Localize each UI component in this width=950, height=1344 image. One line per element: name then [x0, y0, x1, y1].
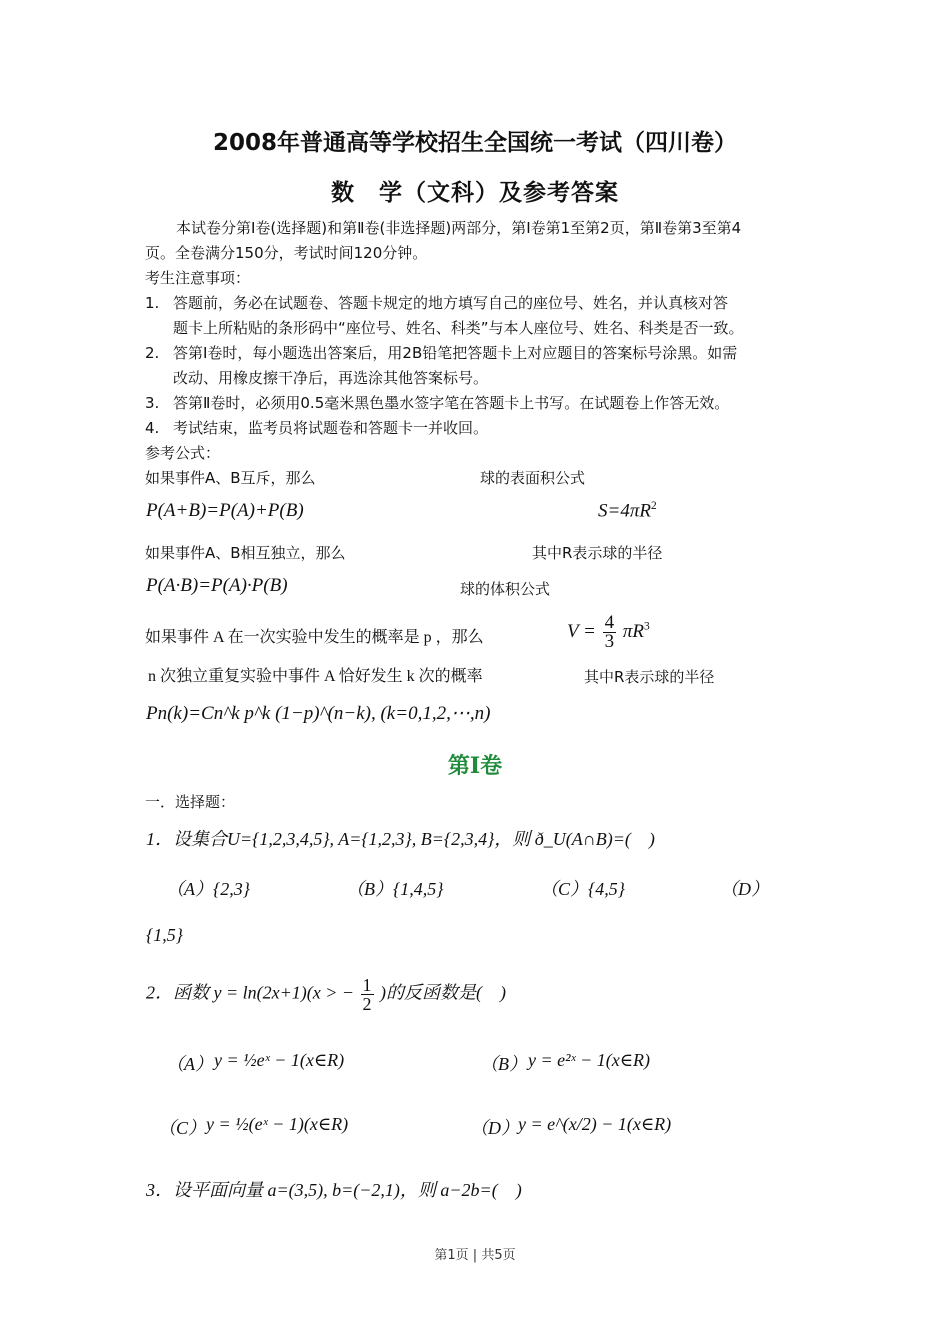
- question-1-option-d-value: {1,5}: [146, 925, 183, 945]
- intro-line-1: 本试卷分第Ⅰ卷(选择题)和第Ⅱ卷(非选择题)两部分，第Ⅰ卷第1至第2页，第Ⅱ卷第3至第4: [176, 219, 742, 237]
- mutex-text: 如果事件A、B互斥，那么: [145, 469, 316, 487]
- question-1-stem: 1．设集合U={1,2,3,4,5}, A={1,2,3}, B={2,3,4}，则 ð_U(A∩B)=( ): [146, 829, 655, 849]
- probability-text: 如果事件 A 在一次实验中发生的概率是 p ，那么: [145, 629, 484, 646]
- radius-note: 其中R表示球的半径: [532, 544, 663, 562]
- notice-line: 答第Ⅱ卷时，必须用0.5毫米黑色墨水签字笔在答题卡上书写。在试题卷上作答无效。: [173, 394, 730, 412]
- notice-line: 改动、用橡皮擦干净后，再选涂其他答案标号。: [173, 369, 489, 387]
- mutex-formula: P(A+B)=P(A)+P(B): [146, 500, 304, 521]
- bernoulli-formula: Pn(k)=Cn^k p^k (1−p)^(n−k), (k=0,1,2,⋯,n): [146, 703, 491, 724]
- notice-number: 1.: [145, 294, 160, 312]
- radius-note: 其中R表示球的半径: [584, 668, 715, 686]
- question-2-stem: 2．函数 y = ln(2x+1)(x > − $\frac{1}{2}$ )的反函数是( ): [146, 975, 507, 1014]
- notice-line: 答题前，务必在试题卷、答题卡规定的地方填写自己的座位号、姓名，并认真核对答: [173, 294, 729, 312]
- question-2-option-d-label: （D）: [470, 1118, 519, 1138]
- question-3-stem: 3．设平面向量 a=(3,5), b=(−2,1)，则 a−2b=( ): [146, 1180, 522, 1200]
- independent-text: 如果事件A、B相互独立，那么: [145, 544, 346, 562]
- question-2-option-c-label: （C）: [158, 1118, 207, 1138]
- question-2-option-a: y = ½eˣ − 1(x∈R): [214, 1050, 345, 1070]
- notice-line: 答第Ⅰ卷时，每小题选出答案后，用2B铅笔把答题卡上对应题目的答案标号涂黑。如需: [173, 344, 738, 362]
- intro-line-2: 页。全卷满分150分，考试时间120分钟。: [145, 244, 428, 262]
- independent-formula: P(A·B)=P(A)·P(B): [146, 575, 288, 596]
- question-1-option-c: （C）{4,5}: [540, 879, 625, 899]
- question-1-option-a: （A）{2,3}: [166, 879, 250, 899]
- sphere-surface-formula: $S=4\pi R^2$: [598, 500, 657, 522]
- question-2-option-c: y = ½(eˣ − 1)(x∈R): [206, 1114, 349, 1134]
- sphere-surface-text: 球的表面积公式: [480, 469, 586, 487]
- question-2-option-b: y = e²ˣ − 1(x∈R): [528, 1050, 651, 1070]
- question-2-option-a-label: （A）: [166, 1054, 213, 1074]
- exam-subtitle: 数 学（文科）及参考答案: [331, 180, 619, 206]
- notice-heading: 考生注意事项：: [145, 269, 251, 287]
- formulas-heading: 参考公式：: [145, 444, 221, 462]
- notice-line: 题卡上所粘贴的条形码中“座位号、姓名、科类”与本人座位号、姓名、科类是否一致。: [173, 319, 744, 337]
- section-part: 一．选择题：: [145, 793, 236, 811]
- notice-line: 考试结束，监考员将试题卷和答题卡一并收回。: [173, 419, 489, 437]
- page-footer: 第1页 | 共5页: [434, 1248, 516, 1263]
- notice-number: 4.: [145, 419, 160, 437]
- question-1-option-b: （B）{1,4,5}: [346, 879, 444, 899]
- question-1-option-d: （D）: [720, 879, 769, 899]
- question-2-option-b-label: （B）: [480, 1054, 527, 1074]
- notice-number: 2.: [145, 344, 160, 362]
- section-title: 第Ⅰ卷: [447, 753, 503, 778]
- question-2-option-d: y = e^(x/2) − 1(x∈R): [518, 1114, 672, 1134]
- sphere-volume-formula: V = $\frac{4}{3}$ $\pi R^3$: [567, 612, 650, 652]
- notice-number: 3.: [145, 394, 160, 412]
- sphere-volume-text: 球的体积公式: [460, 580, 551, 598]
- bernoulli-text: n 次独立重复实验中事件 A 恰好发生 k 次的概率: [148, 668, 483, 685]
- exam-title: 2008年普通高等学校招生全国统一考试（四川卷）: [212, 130, 737, 156]
